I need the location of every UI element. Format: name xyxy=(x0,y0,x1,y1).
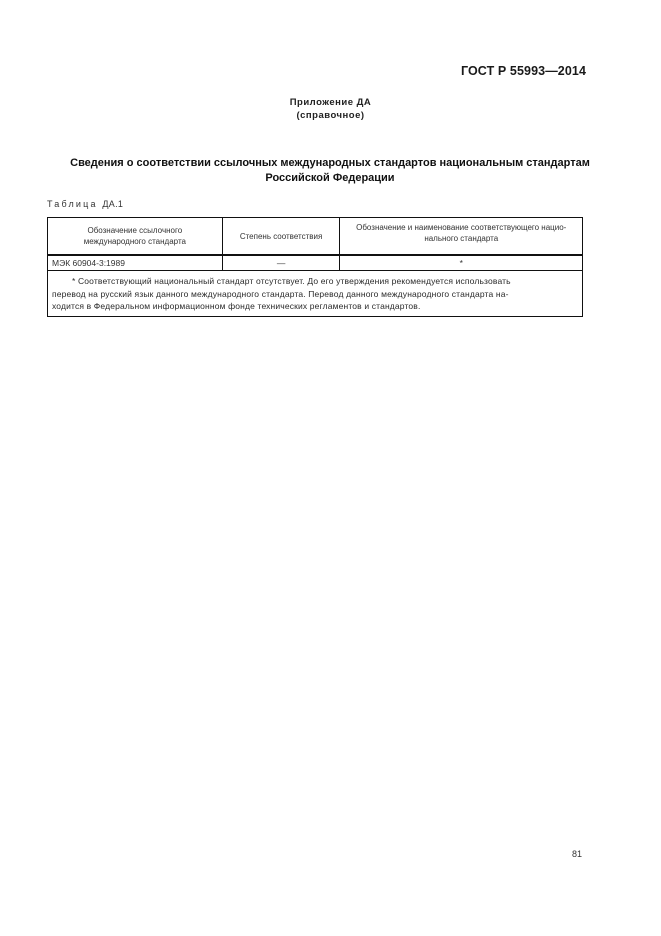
table-row xyxy=(48,255,583,271)
column-header-degree: Степень соответствия xyxy=(222,218,340,256)
section-title-line2: Российской Федерации xyxy=(265,172,395,184)
table-footnote: * Соответствующий национальный стандарт отсутствует. До его утверждения рекомендуется использовать перевод на русский язык данного международного стандарта. Перевод данного международного стандарта на- ходится в Федеральном информационном фонде технических регламентов и стандартов. xyxy=(48,271,583,317)
cell-reference-standard: МЭК 60904-3:1989 xyxy=(48,255,223,271)
appendix-subtitle: (справочное) xyxy=(296,110,365,121)
cell-degree: — xyxy=(222,255,340,271)
table-header-row xyxy=(48,218,583,256)
column-header-reference-standard: Обозначение ссылочного международного стандарта xyxy=(48,218,223,256)
footnote-marker: * xyxy=(72,276,76,286)
section-title-line1: Сведения о соответствии ссылочных международных стандартов национальным стандартам xyxy=(70,157,590,169)
table-label xyxy=(47,199,123,209)
cell-national-standard: * xyxy=(340,255,583,271)
page-number: 81 xyxy=(572,849,583,859)
appendix-heading xyxy=(0,96,661,122)
standards-table xyxy=(47,217,583,317)
table-note-row xyxy=(48,271,583,317)
table-label-prefix: Таблица xyxy=(47,199,98,209)
section-title xyxy=(40,156,620,186)
document-code: ГОСТ Р 55993—2014 xyxy=(460,64,586,78)
table-label-number: ДА.1 xyxy=(102,199,124,209)
appendix-title: Приложение ДА xyxy=(289,97,372,108)
column-header-national-standard: Обозначение и наименование соответствующего нацио- нального стандарта xyxy=(340,218,583,256)
